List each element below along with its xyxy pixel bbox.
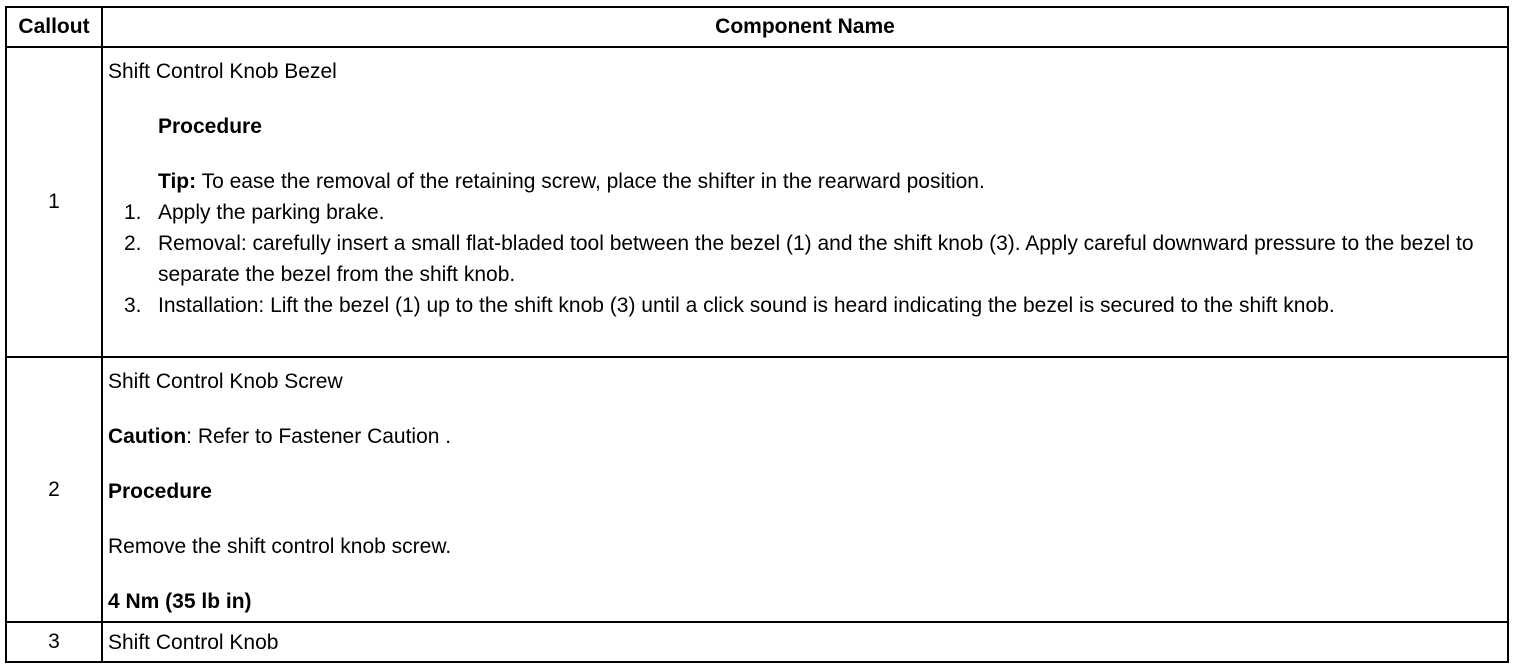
callout-cell: 3 [6, 622, 102, 662]
callout-cell: 1 [6, 47, 102, 357]
step-number: 2. [124, 232, 142, 255]
list-item [108, 290, 1501, 321]
component-cell [102, 622, 1508, 662]
procedure-steps [108, 197, 1501, 321]
component-cell [102, 47, 1508, 357]
procedure-heading: Procedure [158, 115, 262, 138]
component-table-sheet [5, 6, 1507, 663]
component-name: Shift Control Knob Bezel [108, 60, 337, 83]
table-row [6, 357, 1508, 622]
component-table [5, 6, 1509, 663]
header-component-name: Component Name [102, 7, 1508, 47]
tip-label: Tip: [158, 170, 197, 193]
step-text: Installation: Lift the bezel (1) up to the shift knob (3) until a click sound is heard indicating the bezel is secured to the shift knob. [158, 294, 1335, 317]
table-header-row [6, 7, 1508, 47]
step-number: 3. [124, 294, 142, 317]
callout-cell: 2 [6, 357, 102, 622]
table-row [6, 622, 1508, 662]
caution-text: : Refer to Fastener Caution . [186, 425, 452, 448]
instruction-text: Remove the shift control knob screw. [108, 535, 452, 558]
step-text: Apply the parking brake. [158, 201, 385, 224]
table-row [6, 47, 1508, 357]
list-item [108, 228, 1501, 290]
caution-note [108, 421, 1501, 452]
header-callout: Callout [6, 7, 102, 47]
procedure-heading: Procedure [108, 480, 212, 503]
step-number: 1. [124, 201, 142, 224]
tip-note [108, 166, 1501, 197]
component-name: Shift Control Knob Screw [108, 370, 343, 393]
tip-text: To ease the removal of the retaining screw, place the shifter in the rearward position. [196, 170, 985, 193]
list-item [108, 197, 1501, 228]
step-text: Removal: carefully insert a small flat-bladed tool between the bezel (1) and the shift knob (3). Apply careful downward pressure to the bezel to separate the bezel from the shift knob. [158, 232, 1474, 286]
torque-spec: 4 Nm (35 lb in) [108, 590, 252, 613]
component-name: Shift Control Knob [108, 630, 279, 654]
caution-label: Caution [108, 425, 187, 448]
component-cell [102, 357, 1508, 622]
